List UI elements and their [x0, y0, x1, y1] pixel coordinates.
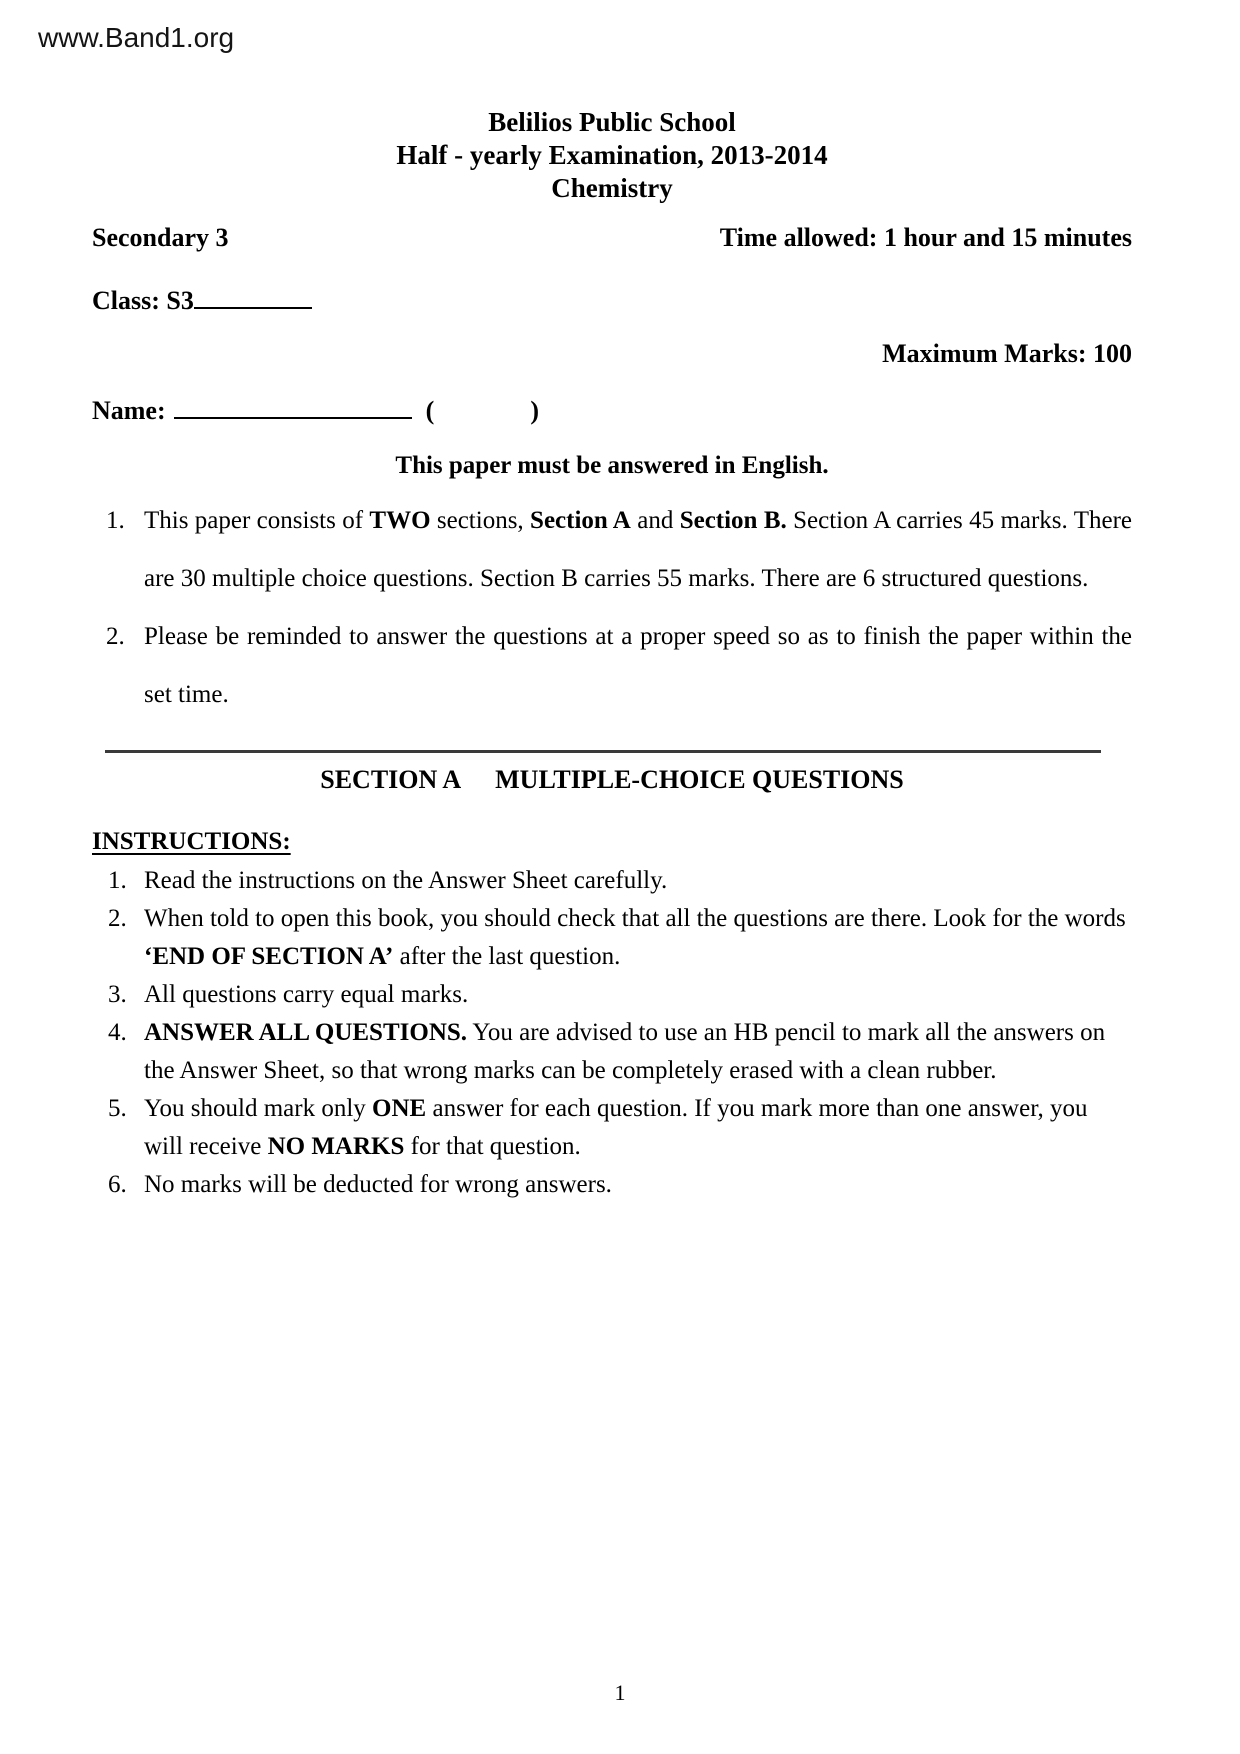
list-item [108, 1166, 1132, 1204]
list-item [106, 608, 1132, 724]
list-item [108, 976, 1132, 1014]
language-note: This paper must be answered in English. [395, 452, 829, 479]
page-number: 1 [614, 1680, 626, 1705]
item-number: 2. [106, 623, 125, 650]
item-number: 4. [108, 1019, 127, 1046]
item-text: No marks will be deducted for wrong answers. [144, 1171, 612, 1198]
class-blank-line [194, 305, 312, 309]
list-item [106, 492, 1132, 608]
title-block [92, 106, 1132, 205]
class-label: Class: S3 [92, 286, 194, 315]
watermark: www.Band1.org [38, 22, 235, 53]
instructions-heading: INSTRUCTIONS: [92, 828, 291, 855]
paren-close: ) [530, 396, 539, 425]
name-blank-line [174, 415, 412, 419]
page-content [92, 0, 1132, 1204]
item-number: 6. [108, 1171, 127, 1198]
name-label: Name: [92, 396, 166, 425]
item-text: You should mark only ONE answer for each question. If you mark more than one answer, you will receive NO MARKS for that question. [144, 1095, 1088, 1160]
item-number: 3. [108, 981, 127, 1008]
time-allowed-label: Time allowed: 1 hour and 15 minutes [719, 223, 1132, 252]
school-name: Belilios Public School [488, 107, 736, 137]
class-row [92, 284, 1132, 317]
list-item [108, 862, 1132, 900]
list-item [108, 1090, 1132, 1166]
general-notes-list [92, 492, 1132, 724]
list-item [108, 1014, 1132, 1090]
exam-session: Half - yearly Examination, 2013-2014 [396, 140, 828, 170]
section-a-name: MULTIPLE-CHOICE QUESTIONS [495, 765, 904, 794]
item-number: 1. [108, 867, 127, 894]
paren-open: ( [425, 396, 435, 425]
level-row [92, 221, 1132, 254]
class-number-parens [426, 396, 539, 425]
name-row [92, 394, 1132, 427]
list-item [108, 900, 1132, 976]
item-text: Please be reminded to answer the questions at a proper speed so as to finish the paper within the set time. [144, 623, 1132, 708]
section-a-title [92, 763, 1132, 797]
item-text: ANSWER ALL QUESTIONS. You are advised to use an HB pencil to mark all the answers on the Answer Sheet, so that wrong marks can be completely erased with a clean rubber. [144, 1019, 1106, 1084]
instructions-list [92, 862, 1132, 1204]
section-a-label: SECTION A [320, 765, 462, 794]
subject-name: Chemistry [551, 173, 673, 203]
item-text: All questions carry equal marks. [144, 981, 469, 1008]
item-number: 1. [106, 507, 125, 534]
max-marks-label: Maximum Marks: 100 [882, 339, 1132, 368]
item-number: 2. [108, 905, 127, 932]
section-divider-line [105, 750, 1101, 753]
item-text: When told to open this book, you should check that all the questions are there. Look for the words ‘END OF SECTION A’ after the last question. [144, 905, 1126, 970]
marks-row [92, 337, 1132, 370]
item-text: This paper consists of TWO sections, Section A and Section B. Section A carries 45 marks. There are 30 multiple choice questions. Section B carries 55 marks. There are 6 structured questions. [144, 507, 1132, 592]
item-text: Read the instructions on the Answer Sheet carefully. [144, 867, 668, 894]
level-label: Secondary 3 [92, 223, 229, 252]
item-number: 5. [108, 1095, 127, 1122]
